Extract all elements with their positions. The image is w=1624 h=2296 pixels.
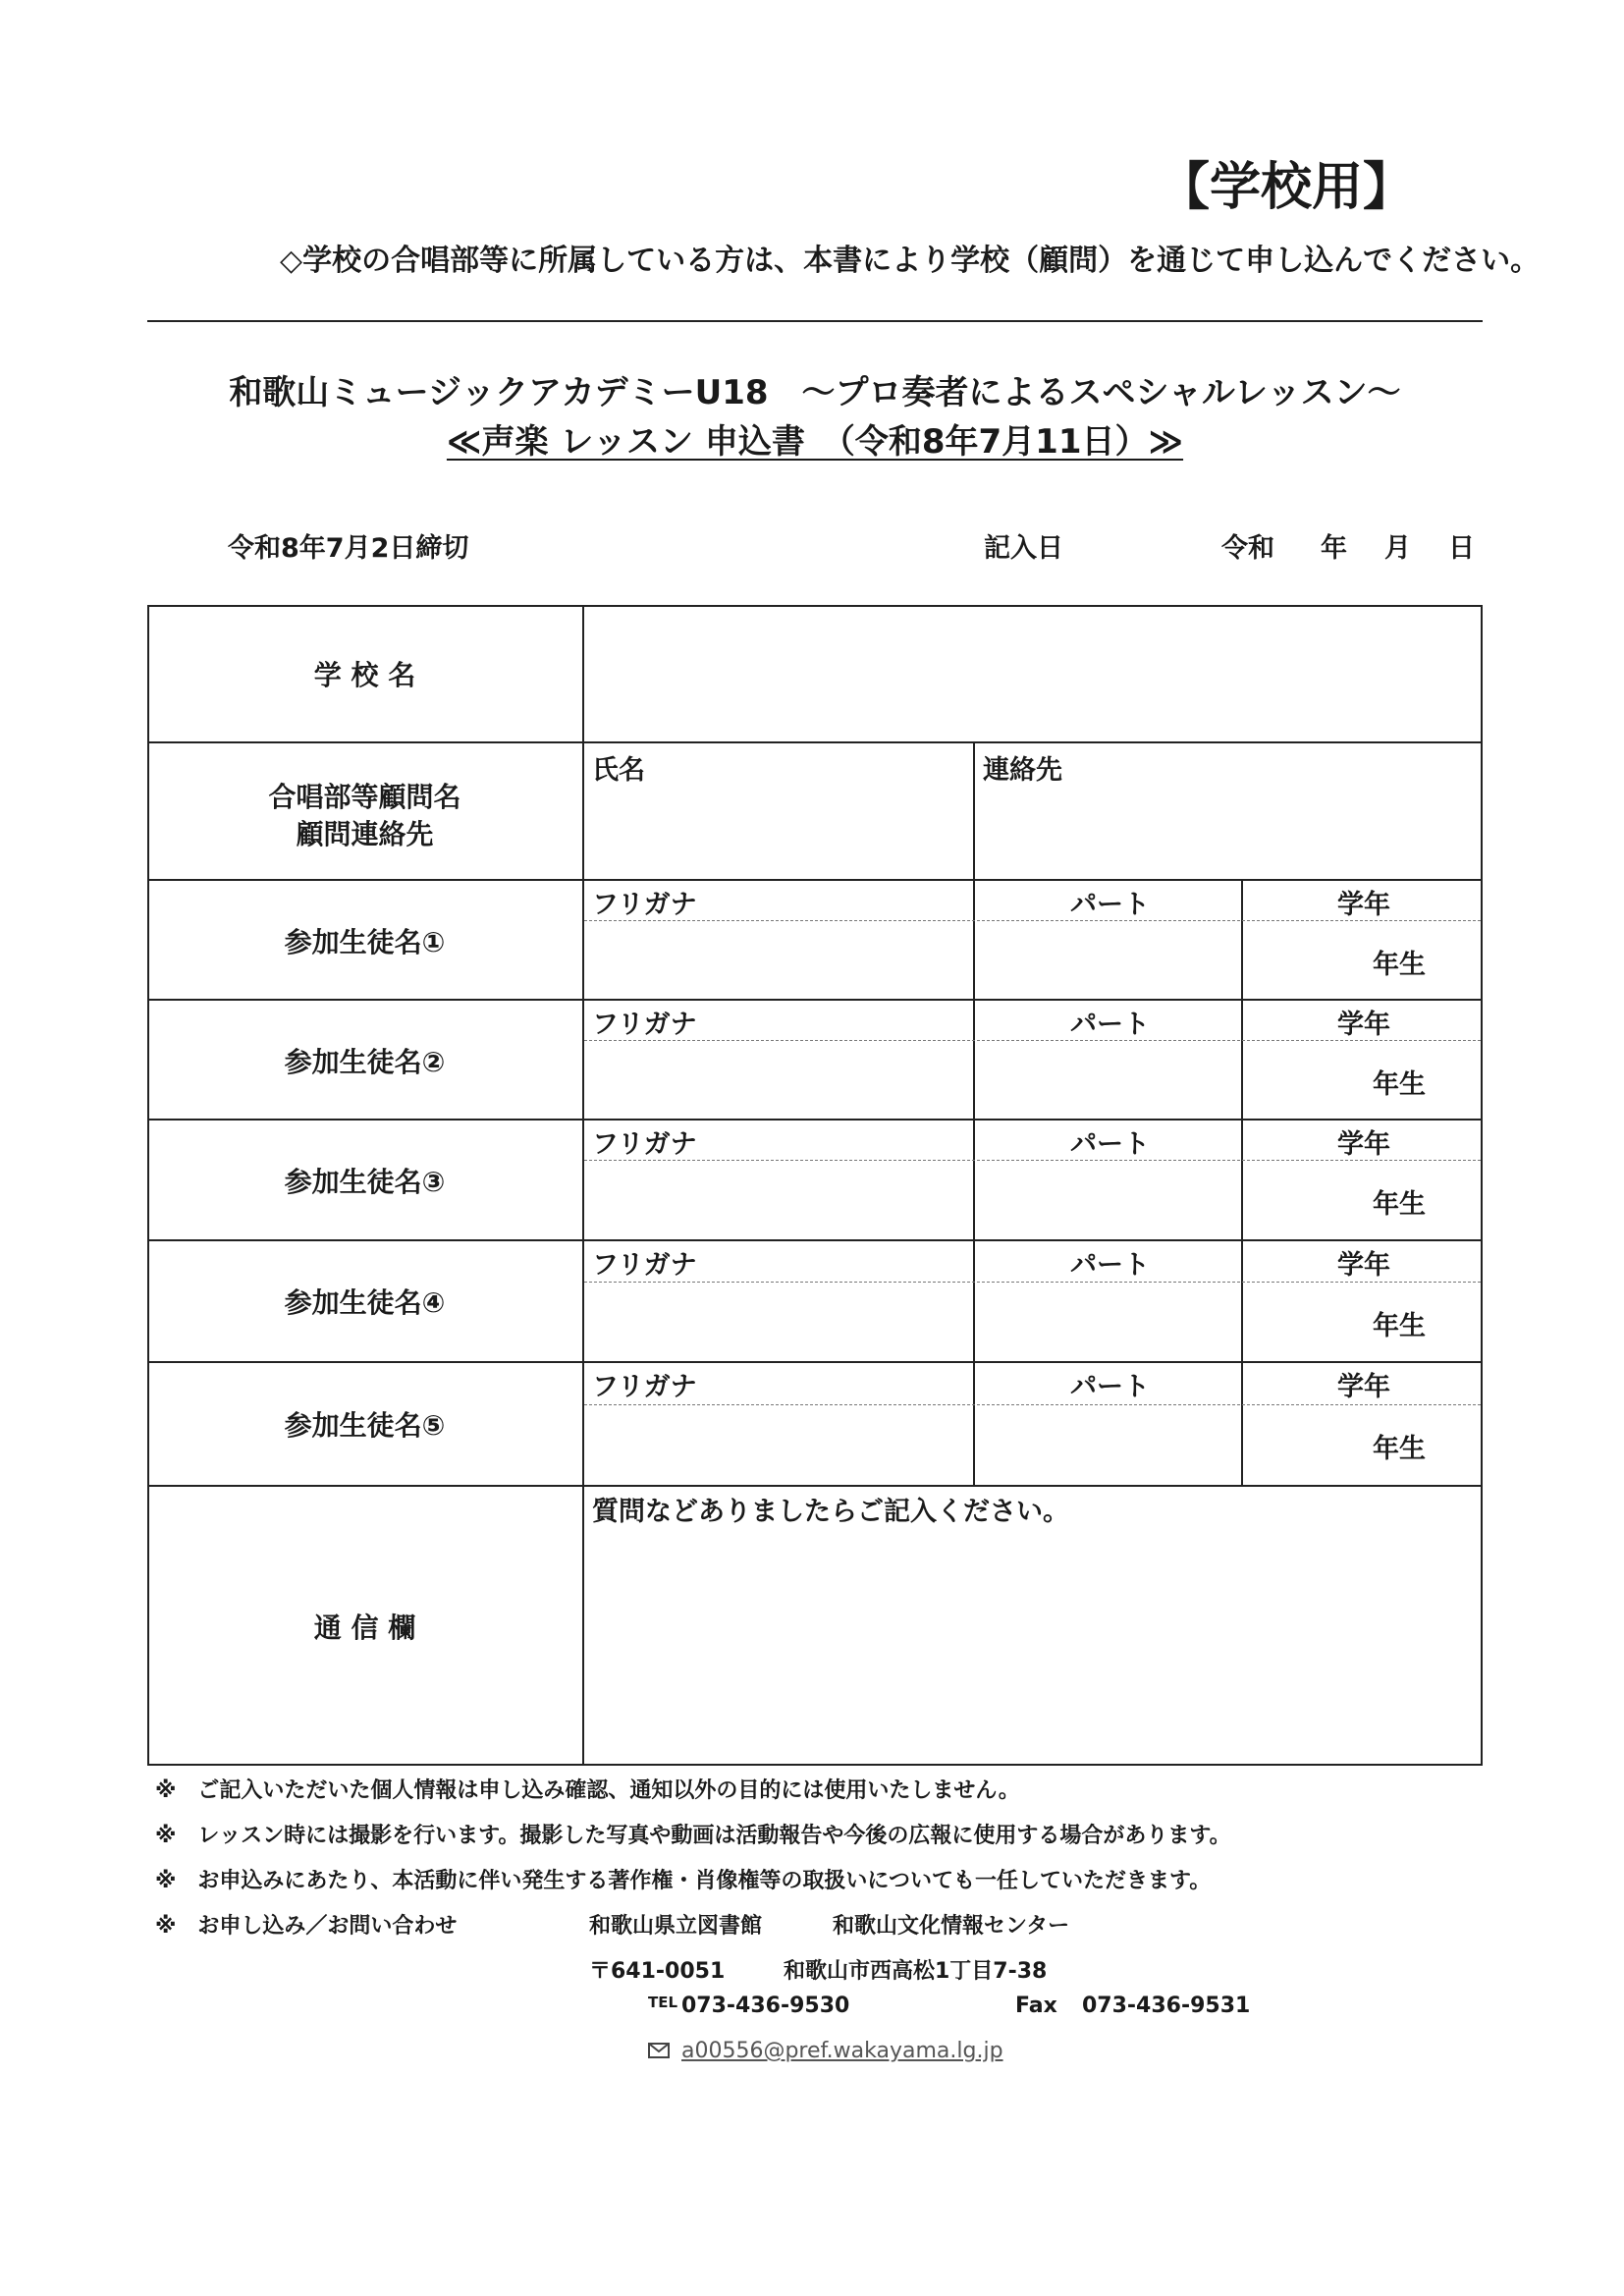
row-divider: [147, 1485, 1483, 1487]
form-title: 和歌山ミュージックアカデミーU18 ～プロ奏者によるスペシャルレッスン～: [229, 373, 1401, 412]
advisor-label: 合唱部等顧問名: [268, 781, 461, 813]
grade-label: 学年: [1337, 1372, 1390, 1402]
furigana-label: フリガナ: [592, 1010, 697, 1040]
part-label: パート: [1070, 1372, 1150, 1402]
row-divider: [147, 879, 1483, 881]
grade-label: 学年: [1337, 1129, 1390, 1160]
entry-date-label: 記入日: [984, 533, 1063, 564]
era-label: 令和: [1221, 533, 1274, 564]
furigana-label: フリガナ: [592, 890, 697, 920]
message-field[interactable]: [584, 1528, 1481, 1764]
student-5-label: 参加生徒名⑤: [284, 1409, 446, 1442]
advisor-phone-label: 連絡先: [983, 755, 1062, 786]
mail-icon: [648, 2043, 670, 2058]
school-name-field[interactable]: [584, 607, 1481, 740]
student-4-name-field[interactable]: [584, 1285, 971, 1360]
furigana-label: フリガナ: [592, 1129, 697, 1160]
part-label: パート: [1070, 890, 1150, 920]
form-subtitle: [147, 414, 1483, 463]
row-divider: [147, 1119, 1483, 1121]
postal-code: 〒641-0051: [589, 1959, 726, 1984]
note-item: ※ レッスン時には撮影を行います。撮影した写真や動画は活動報告や今後の広報に使用する場合があります。: [155, 1824, 1231, 1848]
student-1-name-field[interactable]: [584, 923, 971, 998]
contact-org-library: 和歌山県立図書館: [589, 1914, 763, 1939]
instruction-text: ◇学校の合唱部等に所属している方は、本書により学校（顧問）を通じて申し込んでください。: [280, 244, 1541, 278]
advisor-contact-field[interactable]: [975, 786, 1481, 878]
school-use-heading: 【学校用】: [1159, 158, 1415, 217]
part-label: パート: [1070, 1250, 1150, 1281]
contact-org-center: 和歌山文化情報センター: [833, 1914, 1070, 1939]
message-hint: 質問などありましたらご記入ください。: [592, 1497, 1069, 1527]
row-divider: [147, 999, 1483, 1001]
grade-label: 学年: [1337, 890, 1390, 920]
grade-suffix: 年生: [1373, 1189, 1426, 1220]
student-2-name-field[interactable]: [584, 1043, 971, 1118]
row-divider: [147, 1239, 1483, 1241]
furigana-divider: [584, 1282, 1481, 1283]
furigana-divider: [584, 1404, 1481, 1405]
column-divider: [1241, 879, 1243, 1485]
fax-label: Fax: [1015, 1994, 1057, 2018]
message-label: 通 信 欄: [313, 1612, 416, 1644]
grade-label: 学年: [1337, 1250, 1390, 1281]
row-divider: [147, 741, 1483, 743]
furigana-label: フリガナ: [592, 1372, 697, 1402]
student-1-label: 参加生徒名①: [284, 926, 446, 958]
student-4-label: 参加生徒名④: [284, 1286, 446, 1319]
form-subtitle-text: ≪声楽 レッスン 申込書 （令和8年7月11日）≫: [446, 422, 1184, 462]
furigana-label: フリガナ: [592, 1250, 697, 1281]
address: 和歌山市西高松1丁目7-38: [784, 1959, 1048, 1984]
grade-label: 学年: [1337, 1010, 1390, 1040]
part-label: パート: [1070, 1129, 1150, 1160]
part-label: パート: [1070, 1010, 1150, 1040]
day-label: 日: [1448, 533, 1475, 564]
school-name-label: 学 校 名: [313, 659, 416, 691]
tel-icon: TEL: [648, 1994, 678, 2011]
divider: [147, 320, 1483, 322]
row-divider: [147, 1361, 1483, 1363]
student-5-name-field[interactable]: [584, 1407, 971, 1484]
note-item: ※ ご記入いただいた個人情報は申し込み確認、通知以外の目的には使用いたしません。: [155, 1778, 1020, 1803]
student-3-name-field[interactable]: [584, 1163, 971, 1237]
email-link[interactable]: a00556@pref.wakayama.lg.jp: [681, 2039, 1003, 2063]
fax-number: 073-436-9531: [1082, 1994, 1251, 2018]
note-item: ※ お申込みにあたり、本活動に伴い発生する著作権・肖像権等の取扱いについても一任していただきます。: [155, 1869, 1212, 1893]
student-3-label: 参加生徒名③: [284, 1166, 446, 1198]
grade-suffix: 年生: [1373, 950, 1426, 980]
year-label: 年: [1321, 533, 1347, 564]
column-divider: [973, 879, 975, 1485]
grade-suffix: 年生: [1373, 1311, 1426, 1341]
tel-number: 073-436-9530: [681, 1994, 850, 2018]
advisor-name-label: 氏名: [592, 755, 645, 786]
grade-suffix: 年生: [1373, 1069, 1426, 1100]
grade-suffix: 年生: [1373, 1434, 1426, 1464]
advisor-contact-label: 顧問連絡先: [296, 818, 434, 850]
month-label: 月: [1384, 533, 1411, 564]
contact-prefix: ※ お申し込み／お問い合わせ: [155, 1914, 458, 1939]
student-2-label: 参加生徒名②: [284, 1046, 446, 1078]
advisor-name-field[interactable]: [584, 786, 971, 878]
deadline-text: 令和8年7月2日締切: [228, 533, 469, 564]
